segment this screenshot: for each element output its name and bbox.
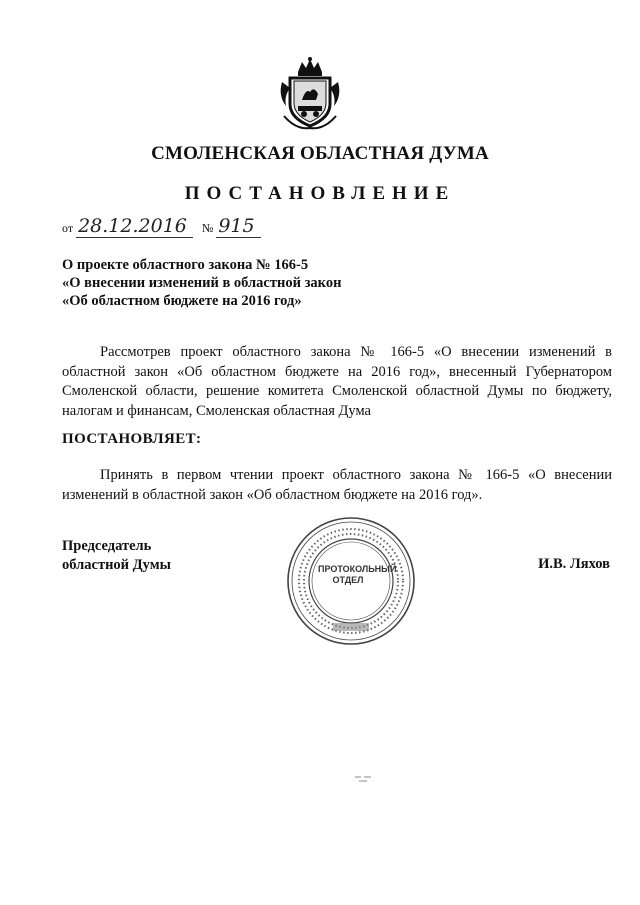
signatory-title-line: Председатель xyxy=(62,538,152,554)
seal-text-line: ПРОТОКОЛЬНЫЙ xyxy=(318,564,397,574)
subject-line: «Об областном бюджете на 2016 год» xyxy=(62,293,302,309)
body-paragraph-resolution xyxy=(62,466,612,505)
decides-heading: ПОСТАНОВЛЯЕТ: xyxy=(62,431,202,447)
number-value: 915 xyxy=(218,215,255,237)
subject-line: «О внесении изменений в областной закон xyxy=(62,275,342,291)
subject-line: О проекте областного закона № 166-5 xyxy=(62,257,309,273)
paragraph-text: Принять в первом чтении проект областного закона № 166-5 «О внесении изменений в областной закон «Об областном бюджете на 2016 год». xyxy=(62,467,612,503)
date-value: 28.12.2016 xyxy=(78,215,187,237)
organization-name: СМОЛЕНСКАЯ ОБЛАСТНАЯ ДУМА xyxy=(151,143,489,164)
paragraph-text: Рассмотрев проект областного закона № 166-5 «О внесении изменений в областной закон «Об областном бюджете на 2016 год», внесенный Губернатором Смоленской области, решение комитета Смоленской областной Думы по бюджету, налогам и финансам, Смоленская областная Дума xyxy=(62,344,612,419)
scan-mark xyxy=(353,773,373,783)
date-prefix: от xyxy=(62,221,74,235)
document-type-title: ПОСТАНОВЛЕНИЕ xyxy=(184,183,456,204)
body-paragraph-considering xyxy=(62,343,612,421)
coat-of-arms-emblem xyxy=(276,56,344,130)
number-prefix: № xyxy=(201,221,214,235)
signatory-name: И.В. Ляхов xyxy=(538,556,610,572)
seal-text-line: ОТДЕЛ xyxy=(332,575,364,585)
seal-center-text xyxy=(318,564,397,586)
signatory-title-line: областной Думы xyxy=(62,557,171,573)
date-number-line xyxy=(62,215,261,241)
subject-heading xyxy=(62,256,341,310)
signatory-title xyxy=(62,537,171,575)
